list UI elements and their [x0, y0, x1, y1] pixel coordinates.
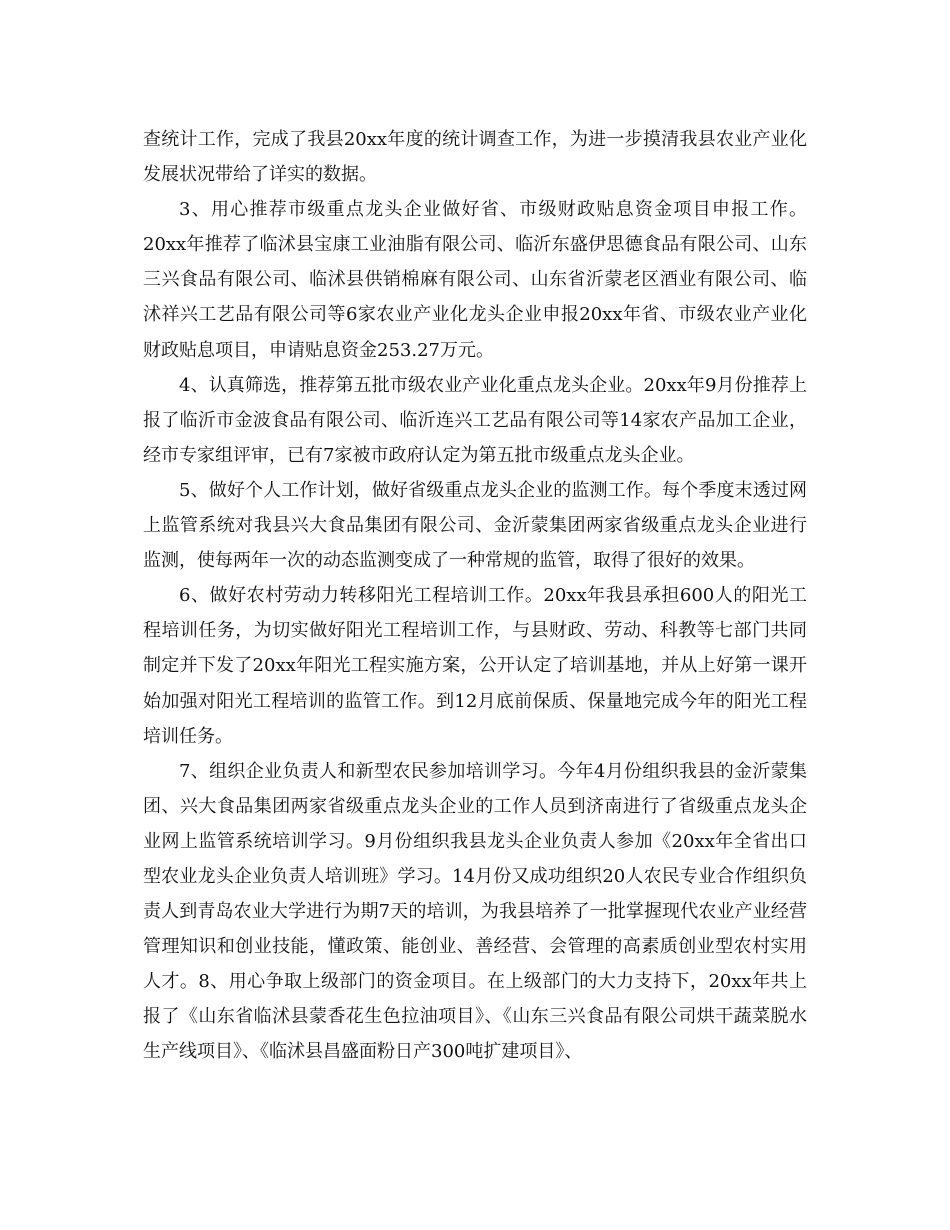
paragraph-item-4: 4、认真筛选，推荐第五批市级农业产业化重点龙头企业。20xx年9月份推荐上报了临沂市金波食品有限公司、临沂连兴工艺品有限公司等14家农产品加工企业，经市专家组评审，已有7家被市政府认定为第五批市级重点龙头企业。: [143, 374, 807, 466]
paragraph-item-7: 7、组织企业负责人和新型农民参加培训学习。今年4月份组织我县的金沂蒙集团、兴大食品集团两家省级重点龙头企业的工作人员到济南进行了省级重点龙头企业网上监管系统培训学习。9月份组织我县龙头企业负责人参加《20xx年全省出口型农业龙头企业负责人培训班》学习。14月份又成功组织20人农民专业合作组织负责人到青岛农业大学进行为期7天的培训，为我县培养了一批掌握现代农业产业经营管理知识和创业技能，懂政策、能创业、善经营、会管理的高素质创业型农村实用人才。8、用心争取上级部门的资金项目。在上级部门的大力支持下，20xx年共上报了《山东省临沭县蒙香花生色拉油项目》、《山东三兴食品有限公司烘干蔬菜脱水生产线项目》、《临沭县昌盛面粉日产300吨扩建项目》、: [143, 760, 807, 1063]
paragraph-item-3: 3、用心推荐市级重点龙头企业做好省、市级财政贴息资金项目申报工作。20xx年推荐了临沭县宝康工业油脂有限公司、临沂东盛伊思德食品有限公司、山东三兴食品有限公司、临沭县供销棉麻有限公司、山东省沂蒙老区酒业有限公司、临沭祥兴工艺品有限公司等6家农业产业化龙头企业申报20xx年省、市级农业产业化财政贴息项目，申请贴息资金253.27万元。: [143, 199, 807, 361]
document-page: [143, 122, 807, 1070]
paragraph-item-5: 5、做好个人工作计划，做好省级重点龙头企业的监测工作。每个季度末透过网上监管系统对我县兴大食品集团有限公司、金沂蒙集团两家省级重点龙头企业进行监测，使每两年一次的动态监测变成了一种常规的监管，取得了很好的效果。: [143, 479, 807, 572]
paragraph-item-6: 6、做好农村劳动力转移阳光工程培训工作。20xx年我县承担600人的阳光工程培训任务，为切实做好阳光工程培训工作，与县财政、劳动、科教等七部门共同制定并下发了20xx年阳光工程实施方案，公开认定了培训基地，并从上好第一课开始加强对阳光工程培训的监管工作。到12月底前保质、保量地完成今年的阳光工程培训任务。: [143, 585, 807, 747]
paragraph-continuation: 查统计工作，完成了我县20xx年度的统计调查工作，为进一步摸清我县农业产业化发展状况带给了详实的数据。: [143, 129, 807, 186]
